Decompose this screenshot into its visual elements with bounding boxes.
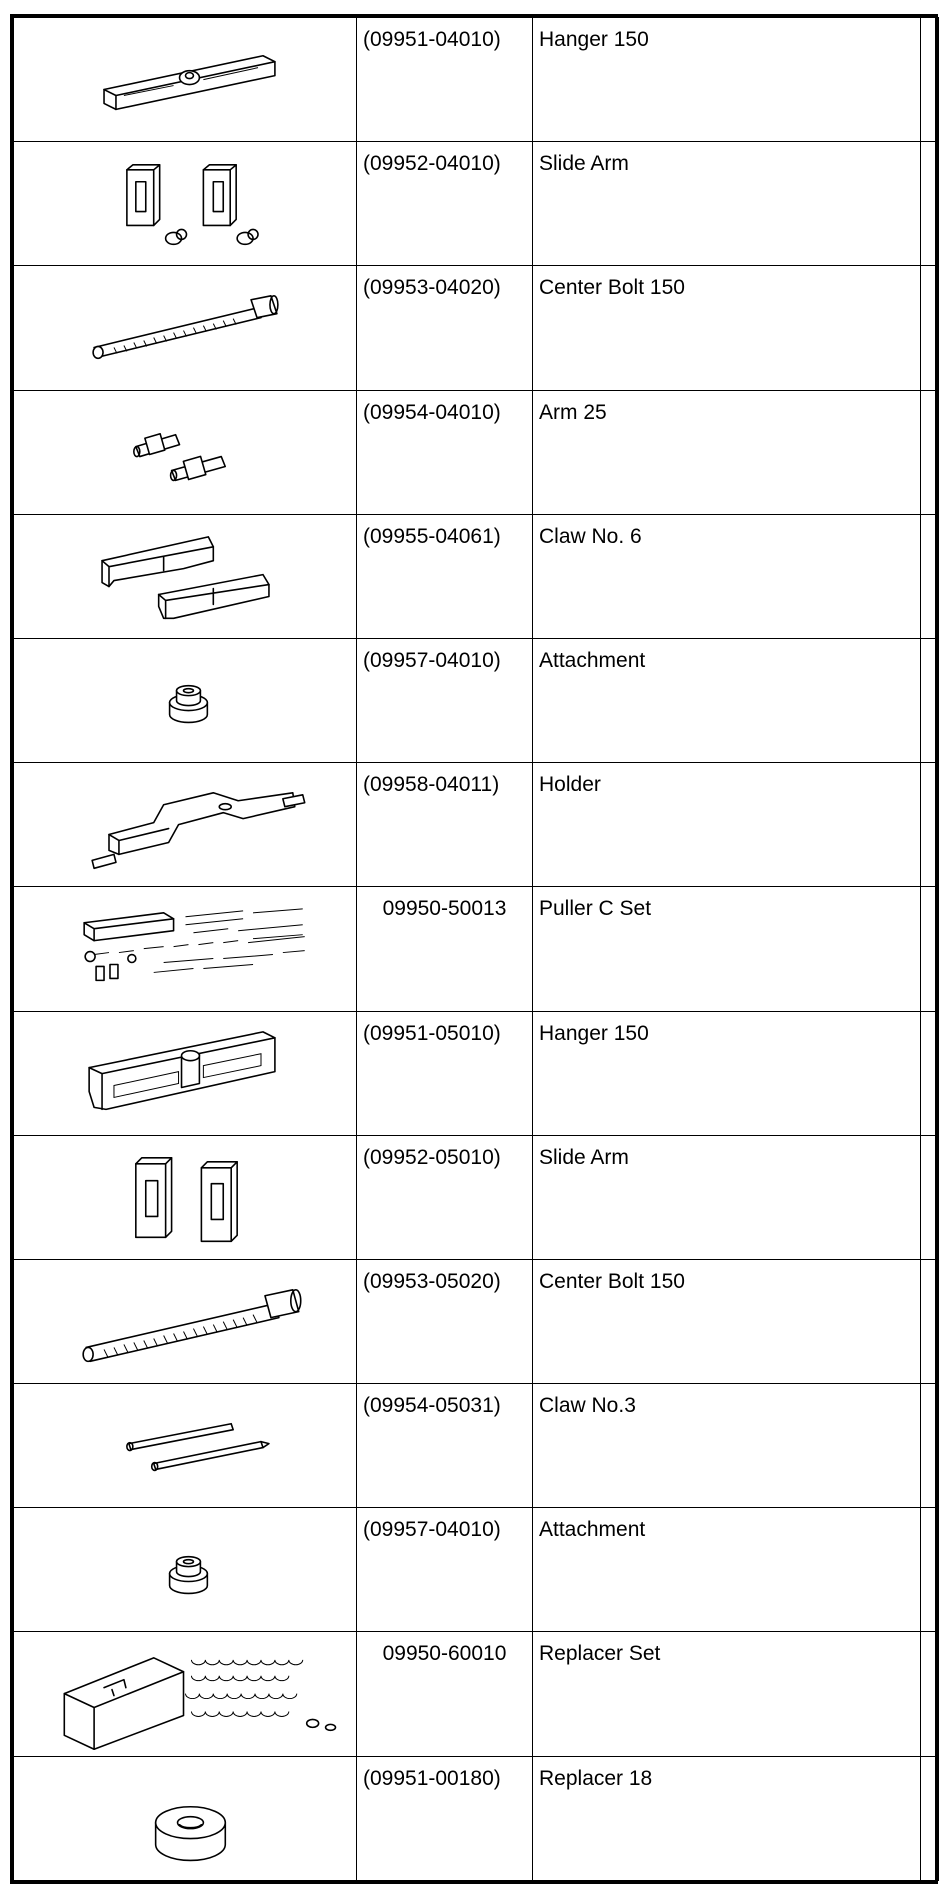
table-row	[14, 638, 939, 762]
table-row	[14, 1384, 939, 1508]
part-name: Hanger 150	[533, 1011, 921, 1135]
part-name: Replacer 18	[533, 1756, 921, 1880]
special-tool-table	[13, 17, 939, 1881]
part-number: (09951-04010)	[357, 18, 533, 142]
part-name: Attachment	[533, 1508, 921, 1632]
part-name: Claw No.3	[533, 1384, 921, 1508]
attachment-icon	[14, 1508, 356, 1631]
tool-table-frame	[10, 14, 938, 1884]
part-number: (09954-04010)	[357, 390, 533, 514]
part-name: Center Bolt 150	[533, 266, 921, 390]
part-name: Claw No. 6	[533, 514, 921, 638]
part-number: (09958-04011)	[357, 763, 533, 887]
table-row	[14, 266, 939, 390]
center-bolt-small-icon	[14, 266, 356, 389]
slide-arm-small-icon	[14, 142, 356, 265]
part-name: Arm 25	[533, 390, 921, 514]
part-number: (09957-04010)	[357, 1508, 533, 1632]
part-number: (09951-05010)	[357, 1011, 533, 1135]
slide-arm-large-icon	[14, 1136, 356, 1259]
part-name: Replacer Set	[533, 1632, 921, 1756]
table-row	[14, 1756, 939, 1880]
table-row	[14, 142, 939, 266]
puller-set-icon	[14, 887, 356, 1010]
hanger-large-icon	[14, 1012, 356, 1135]
table-row	[14, 763, 939, 887]
hanger-small-icon	[14, 18, 356, 141]
replacer-set-icon	[14, 1632, 356, 1755]
part-number: (09957-04010)	[357, 638, 533, 762]
part-number: 09950-60010	[357, 1632, 533, 1756]
replacer-ring-icon	[14, 1757, 356, 1880]
part-number: 09950-50013	[357, 887, 533, 1011]
part-number: (09953-05020)	[357, 1259, 533, 1383]
table-row	[14, 887, 939, 1011]
part-name: Slide Arm	[533, 142, 921, 266]
table-row	[14, 1135, 939, 1259]
part-name: Puller C Set	[533, 887, 921, 1011]
table-row	[14, 1011, 939, 1135]
part-number: (09952-05010)	[357, 1135, 533, 1259]
center-bolt-large-icon	[14, 1260, 356, 1383]
part-name: Holder	[533, 763, 921, 887]
claw-rod-icon	[14, 1384, 356, 1507]
part-name: Attachment	[533, 638, 921, 762]
holder-icon	[14, 763, 356, 886]
table-row	[14, 514, 939, 638]
table-row	[14, 1632, 939, 1756]
part-number: (09952-04010)	[357, 142, 533, 266]
attachment-icon	[14, 639, 356, 762]
arm-icon	[14, 391, 356, 514]
part-name: Center Bolt 150	[533, 1259, 921, 1383]
part-name: Hanger 150	[533, 18, 921, 142]
part-number: (09953-04020)	[357, 266, 533, 390]
table-row	[14, 390, 939, 514]
table-row	[14, 1259, 939, 1383]
part-name: Slide Arm	[533, 1135, 921, 1259]
table-row	[14, 18, 939, 142]
table-row	[14, 1508, 939, 1632]
claw-icon	[14, 515, 356, 638]
part-number: (09951-00180)	[357, 1756, 533, 1880]
part-number: (09955-04061)	[357, 514, 533, 638]
part-number: (09954-05031)	[357, 1384, 533, 1508]
